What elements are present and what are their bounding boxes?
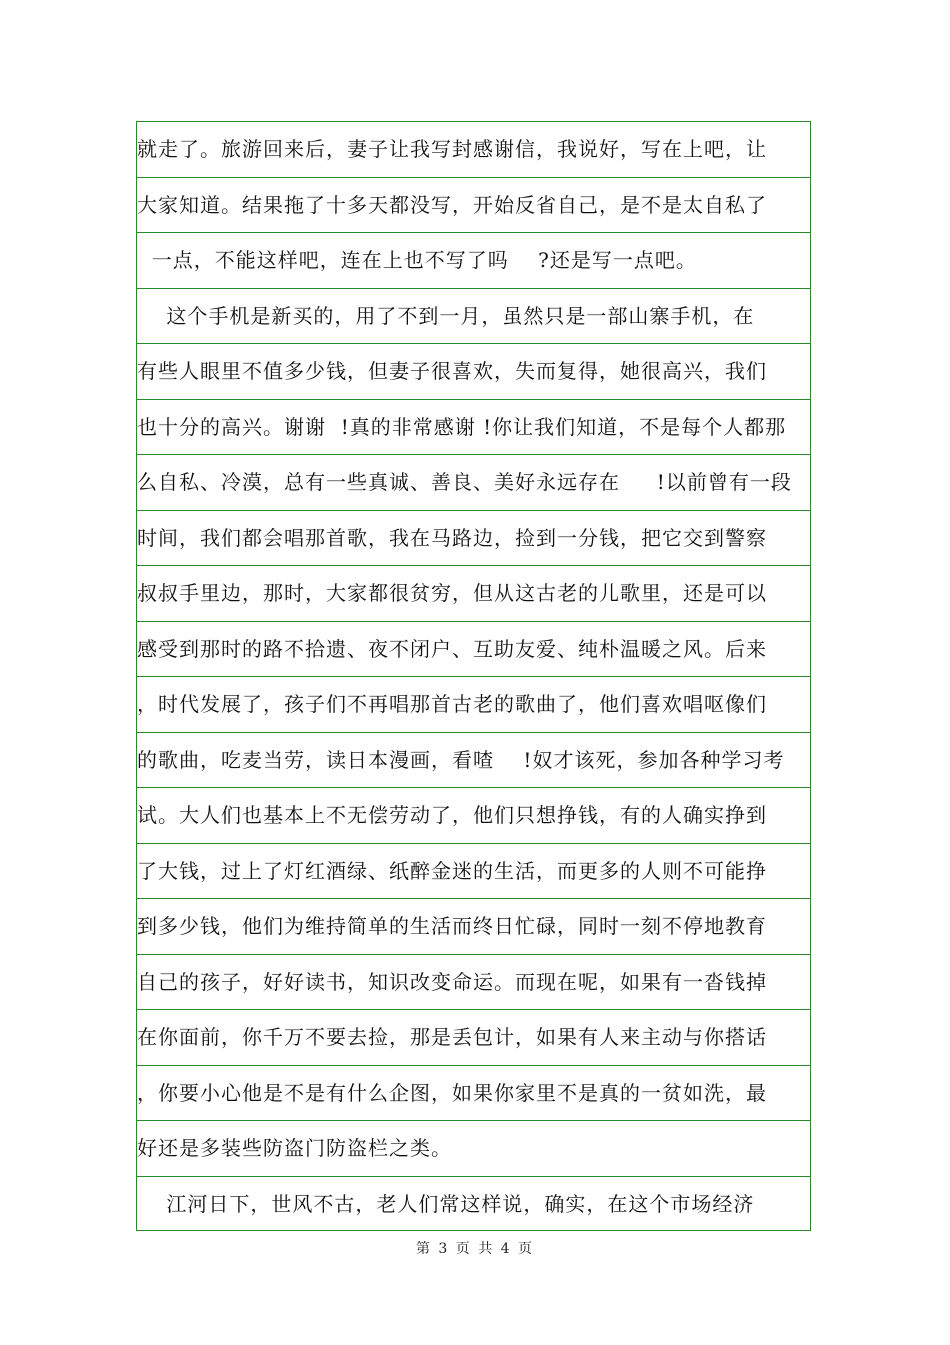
text-line: 么自私、冷漠，总有一些真诚、善良、美好永远存在 !以前曾有一段 (137, 455, 810, 511)
text-line: 自己的孩子，好好读书，知识改变命运。而现在呢，如果有一沓钱掉 (137, 955, 810, 1011)
text-line: 了大钱，过上了灯红酒绿、纸醉金迷的生活，而更多的人则不可能挣 (137, 844, 810, 900)
text-line: 到多少钱，他们为维持简单的生活而终日忙碌，同时一刻不停地教育 (137, 899, 810, 955)
text-line: ，时代发展了，孩子们不再唱那首古老的歌曲了，他们喜欢唱呕像们 (137, 677, 810, 733)
text-line: 这个手机是新买的，用了不到一月，虽然只是一部山寨手机，在 (137, 289, 810, 345)
text-frame (136, 121, 811, 1231)
text-line: 一点，不能这样吧，连在上也不写了吗 ?还是写一点吧。 (137, 233, 810, 289)
text-line: 在你面前，你千万不要去捡，那是丢包计，如果有人来主动与你搭话 (137, 1010, 810, 1066)
text-line: 就走了。旅游回来后，妻子让我写封感谢信，我说好，写在上吧，让 (137, 122, 810, 178)
text-line: 有些人眼里不值多少钱，但妻子很喜欢，失而复得，她很高兴，我们 (137, 344, 810, 400)
text-line: 的歌曲，吃麦当劳，读日本漫画，看喳 !奴才该死，参加各种学习考 (137, 733, 810, 789)
text-line: 江河日下，世风不古，老人们常这样说，确实，在这个市场经济 (137, 1192, 755, 1217)
text-line: 大家知道。结果拖了十多天都没写，开始反省自己，是不是太自私了 (137, 178, 810, 234)
text-line: 试。大人们也基本上不无偿劳动了，他们只想挣钱，有的人确实挣到 (137, 788, 810, 844)
page-footer: 第 3 页 共 4 页 (415, 1241, 535, 1257)
text-line: ，你要小心他是不是有什么企图，如果你家里不是真的一贫如洗，最 (137, 1066, 810, 1122)
text-line: 感受到那时的路不拾遗、夜不闭户、互助友爱、纯朴温暖之风。后来 (137, 622, 810, 678)
text-line: 时间，我们都会唱那首歌，我在马路边，捡到一分钱，把它交到警察 (137, 511, 810, 567)
text-line: 好还是多装些防盗门防盗栏之类。 (137, 1121, 810, 1177)
text-line: 叔叔手里边，那时，大家都很贫穷，但从这古老的儿歌里，还是可以 (137, 566, 810, 622)
text-line: 也十分的高兴。谢谢 !真的非常感谢 !你让我们知道，不是每个人都那 (137, 400, 810, 456)
